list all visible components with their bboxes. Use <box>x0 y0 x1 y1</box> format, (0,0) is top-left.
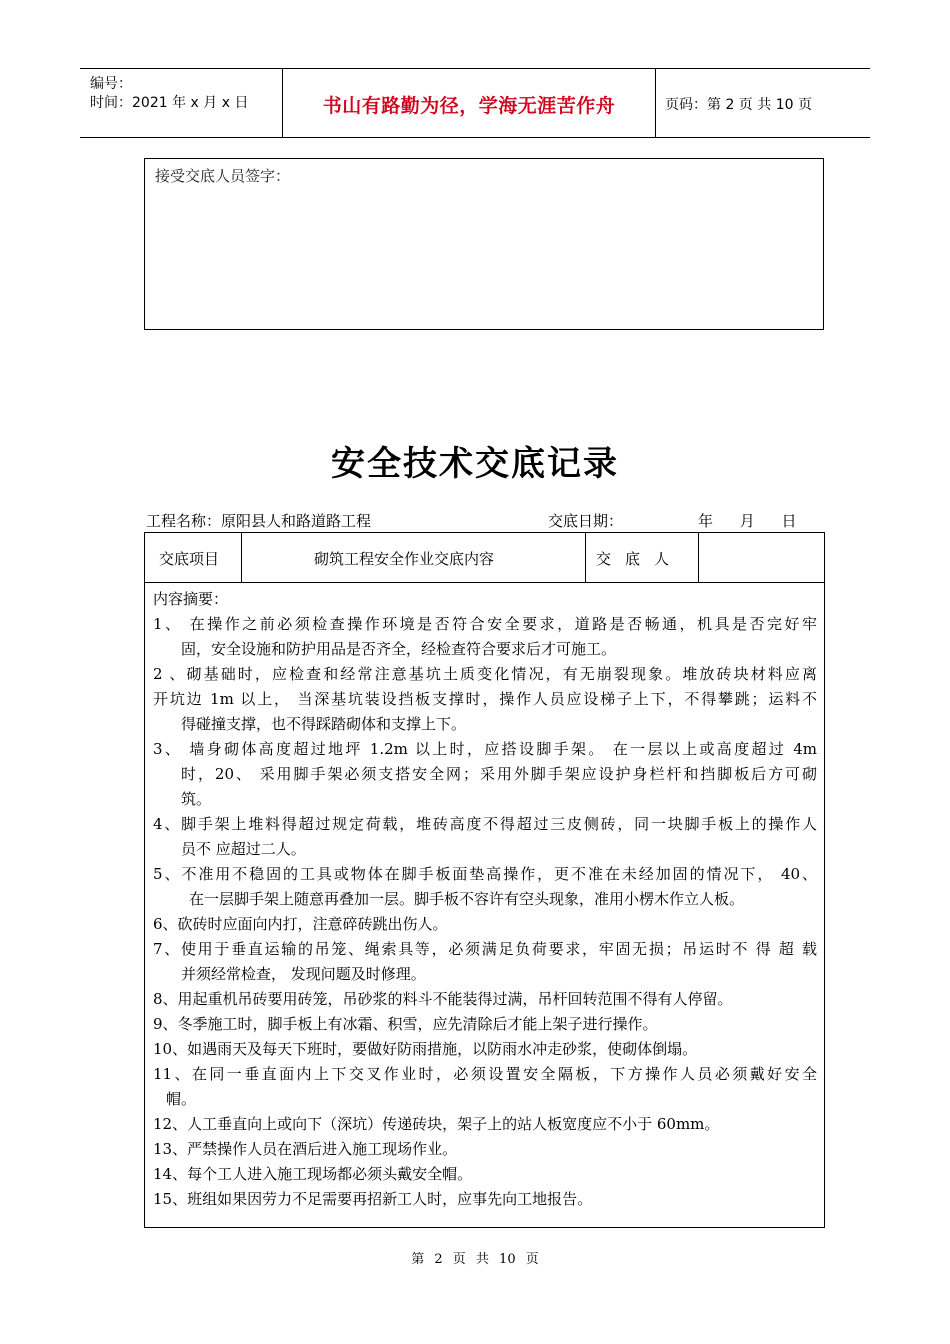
list-item: 4、脚手架上堆料得超过规定荷载，堆砖高度不得超过三皮侧砖，同一块脚手板上的操作人 <box>153 815 817 833</box>
list-item: 13、严禁操作人员在酒后进入施工现场作业。 <box>153 1140 458 1158</box>
person-label-cell <box>586 533 699 582</box>
header-motto: 书山有路勤为径，学海无涯苦作舟 <box>322 95 616 117</box>
person-value-cell <box>699 533 824 582</box>
list-item: 固，安全设施和防护用品是否齐全，经检查符合要求后才可施工。 <box>181 640 617 658</box>
list-item: 9、冬季施工时，脚手板上有冰霜、积雪，应先清除后才能上架子进行操作。 <box>153 1015 658 1033</box>
table-header-row <box>145 533 824 583</box>
list-item: 10、如遇雨天及每天下班时，要做好防雨措施，以防雨水冲走砂浆，使砌体倒塌。 <box>153 1040 698 1058</box>
header-motto-cell <box>282 69 656 137</box>
header-page-number: 页码：第 2 页 共 10 页 <box>665 97 812 113</box>
header-meta <box>80 69 282 137</box>
list-item: 6、砍砖时应面向内打，注意碎砖跳出伤人。 <box>153 915 448 933</box>
list-item: 帽。 <box>166 1090 197 1108</box>
list-item: 3、 墙身砌体高度超过地坪 1.2m 以上时，应搭设脚手架。 在一层以上或高度超过 4m <box>153 740 817 758</box>
item-label-cell <box>145 533 242 582</box>
list-item: 时，20、 采用脚手架必须支搭安全网；采用外脚手架应设护身栏杆和挡脚板后方可砌 <box>181 765 817 783</box>
list-item: 11、在同一垂直面内上下交叉作业时，必须设置安全隔板，下方操作人员必须戴好安全 <box>153 1065 817 1083</box>
document-time: 时间：2021 年 x 月 x 日 <box>90 95 249 111</box>
page-footer: 第 2 页 共 10 页 <box>411 1252 539 1267</box>
briefing-date-label: 交底日期： <box>548 512 624 530</box>
list-item: 14、每个工人进入施工现场都必须头戴安全帽。 <box>153 1165 473 1183</box>
list-item: 2 、砌基础时，应检查和经常注意基坑土质变化情况，有无崩裂现象。堆放砖块材料应离 <box>153 665 817 683</box>
document-number: 编号： <box>90 76 132 92</box>
item-value-cell <box>242 533 586 582</box>
project-name: 工程名称：原阳县人和路道路工程 <box>146 512 372 530</box>
signature-box <box>144 158 824 330</box>
list-item: 筑。 <box>181 790 212 808</box>
list-item: 15、班组如果因劳力不足需要再招新工人时，应事先向工地报告。 <box>153 1190 593 1208</box>
item-value: 砌筑工程安全作业交底内容 <box>314 550 495 568</box>
briefing-table <box>144 532 825 1228</box>
list-item: 并须经常检查， 发现问题及时修理。 <box>181 965 426 983</box>
list-item: 员不 应超过二人。 <box>181 840 306 858</box>
list-item: 7、使用于垂直运输的吊笼、绳索具等，必须满足负荷要求，牢固无损；吊运时不 得 超 载 <box>153 940 817 958</box>
document-title: 安全技术交底记录 <box>331 444 619 484</box>
item-label: 交底项目 <box>159 550 220 568</box>
briefing-date-ymd: 年 月 日 <box>698 512 797 530</box>
content-summary <box>153 587 817 1212</box>
list-item: 1、 在操作之前必须检查操作环境是否符合安全要求，道路是否畅通，机具是否完好牢 <box>153 615 817 633</box>
person-label: 交底人 <box>596 550 684 568</box>
list-item: 5、不准用不稳固的工具或物体在脚手板面垫高操作，更不准在未经加固的情况下， 40、 <box>153 865 817 883</box>
list-item: 12、人工垂直向上或向下（深坑）传递砖块，架子上的站人板宽度应不小于 60mm。 <box>153 1115 720 1133</box>
list-item: 开坑边 1m 以上， 当深基坑装设挡板支撑时，操作人员应设梯子上下，不得攀跳；运料不 <box>153 690 817 708</box>
list-item: 在一层脚手架上随意再叠加一层。脚手板不容许有空头现象，准用小楞木作立人板。 <box>189 890 745 908</box>
page-header <box>80 68 870 138</box>
list-item: 8、用起重机吊砖要用砖笼，吊砂浆的料斗不能装得过满，吊杆回转范围不得有人停留。 <box>153 990 733 1008</box>
signature-label: 接受交底人员签字： <box>155 167 291 185</box>
list-item: 得碰撞支撑，也不得踩踏砌体和支撑上下。 <box>181 715 467 733</box>
summary-label: 内容摘要： <box>153 590 229 608</box>
